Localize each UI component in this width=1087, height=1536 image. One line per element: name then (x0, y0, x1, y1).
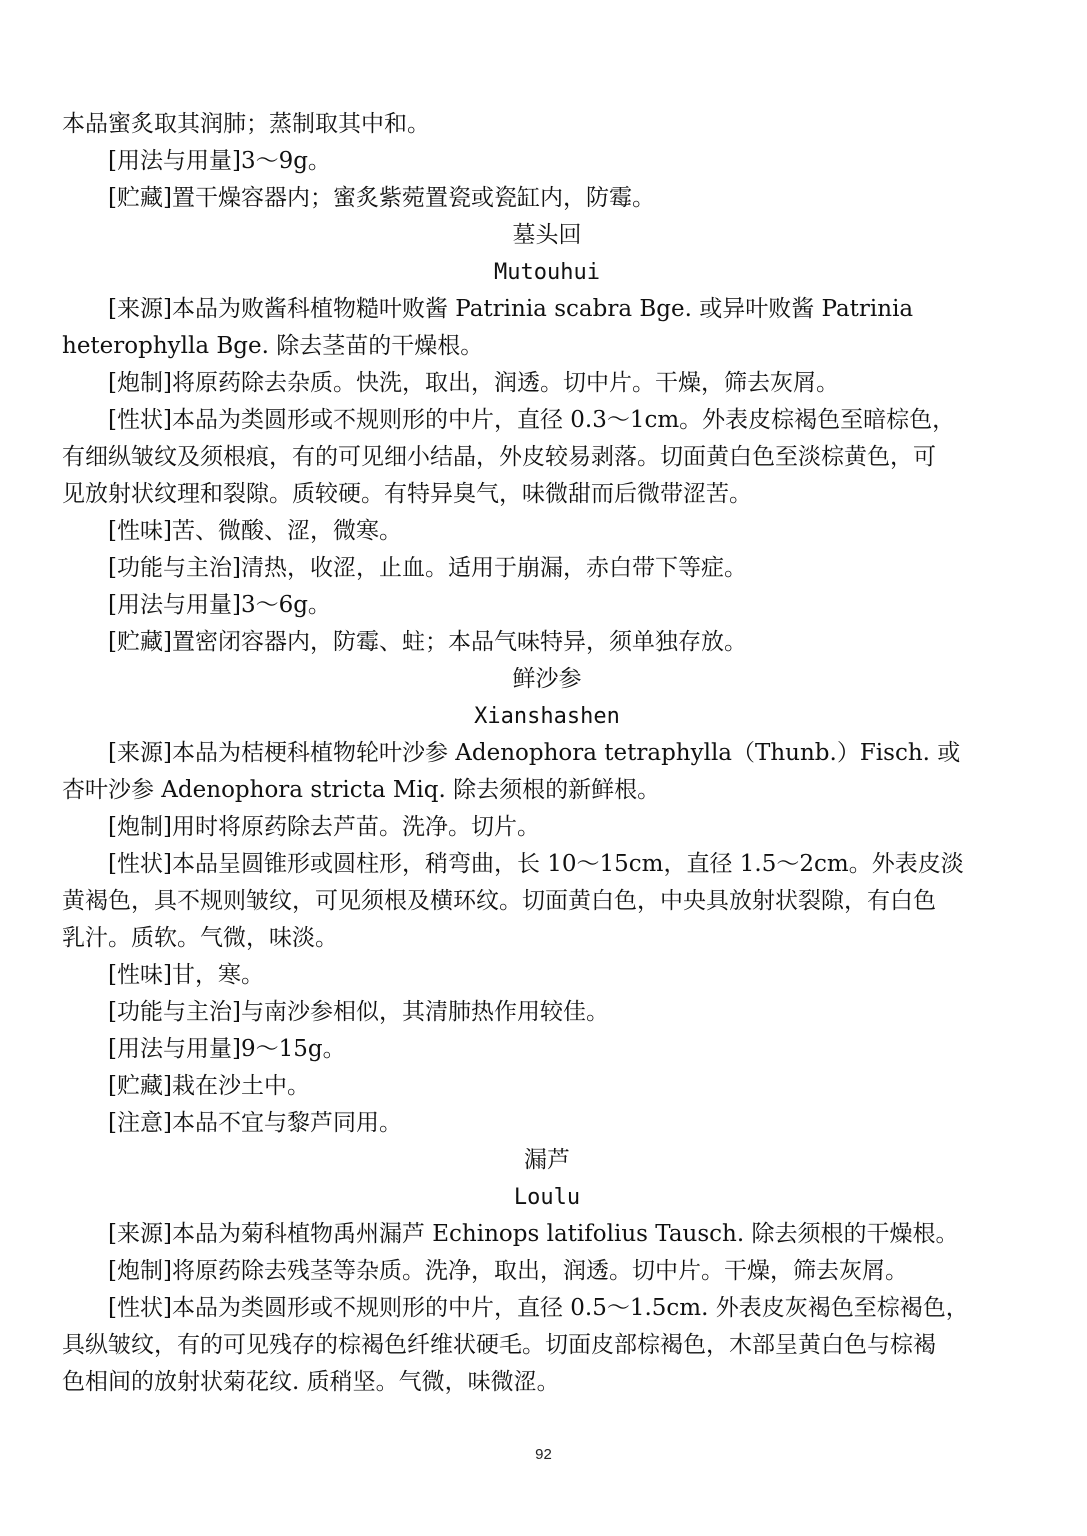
entry-pinyin: Xianshashen (474, 704, 620, 729)
text-line: 见放射状纹理和裂隙。质较硬。有特异臭气，味微甜而后微带涩苦。 (62, 481, 752, 507)
document-body (62, 106, 1032, 1401)
paragraph-line: [用法与用量]3～9g。 (108, 148, 331, 174)
paragraph-line: [注意]本品不宜与黎芦同用。 (108, 1110, 402, 1136)
entry-title: 漏芦 (524, 1147, 570, 1173)
paragraph-line: [性味]甘，寒。 (108, 962, 264, 988)
paragraph-line: [来源]本品为桔梗科植物轮叶沙参 Adenophora tetraphylla（Thunb.）Fisch. 或 (108, 740, 961, 766)
page-number: 92 (535, 1446, 552, 1463)
paragraph-line: [性状]本品为类圆形或不规则形的中片，直径 0.3～1cm。外表皮棕褐色至暗棕色， (108, 407, 956, 433)
paragraph-line: [来源]本品为败酱科植物糙叶败酱 Patrinia scabra Bge. 或异叶败酱 Patrinia (108, 296, 914, 322)
paragraph-line: [用法与用量]9～15g。 (108, 1036, 346, 1062)
paragraph-line: [贮藏]置密闭容器内，防霉、蛀；本品气味特异，须单独存放。 (108, 629, 747, 655)
paragraph-line: [功能与主治]清热，收涩，止血。适用于崩漏，赤白带下等症。 (108, 555, 747, 581)
paragraph-line: [贮藏]栽在沙土中。 (108, 1073, 310, 1099)
paragraph-line: [用法与用量]3～6g。 (108, 592, 331, 618)
paragraph-line: [炮制]将原药除去杂质。快洗，取出，润透。切中片。干燥，筛去灰屑。 (108, 370, 839, 396)
entry-title: 墓头回 (512, 222, 582, 248)
paragraph-line: [性味]苦、微酸、涩，微寒。 (108, 518, 402, 544)
entry-pinyin: Loulu (513, 1185, 581, 1210)
paragraph-line: [炮制]将原药除去残茎等杂质。洗净，取出，润透。切中片。干燥，筛去灰屑。 (108, 1258, 908, 1284)
text-line: 具纵皱纹，有的可见残存的棕褐色纤维状硬毛。切面皮部棕褐色，木部呈黄白色与棕褐 (62, 1332, 936, 1358)
entry-title: 鲜沙参 (512, 666, 582, 692)
text-line: 有细纵皱纹及须根痕，有的可见细小结晶，外皮较易剥落。切面黄白色至淡棕黄色，可 (62, 444, 936, 470)
paragraph-line: [性状]本品为类圆形或不规则形的中片，直径 0.5～1.5cm. 外表皮灰褐色至棕褐色， (108, 1295, 969, 1321)
paragraph-line: [贮藏]置干燥容器内；蜜炙紫菀置瓷或瓷缸内，防霉。 (108, 185, 655, 211)
entry-pinyin: Mutouhui (494, 260, 600, 285)
paragraph-line: [炮制]用时将原药除去芦苗。洗净。切片。 (108, 814, 540, 840)
paragraph-line: [来源]本品为菊科植物禹州漏芦 Echinops latifolius Tausch. 除去须根的干燥根。 (108, 1221, 959, 1247)
text-line: 色相间的放射状菊花纹. 质稍坚。气微，味微涩。 (62, 1369, 560, 1395)
text-line: 杏叶沙参 Adenophora stricta Miq. 除去须根的新鲜根。 (62, 777, 661, 803)
paragraph-line: [性状]本品呈圆锥形或圆柱形，稍弯曲，长 10～15cm，直径 1.5～2cm。外表皮淡 (108, 851, 964, 877)
text-line: 乳汁。质软。气微，味淡。 (62, 925, 338, 951)
paragraph-line: [功能与主治]与南沙参相似，其清肺热作用较佳。 (108, 999, 609, 1025)
text-line: 黄褐色，具不规则皱纹，可见须根及横环纹。切面黄白色，中央具放射状裂隙，有白色 (62, 888, 936, 914)
text-line: heterophylla Bge. 除去茎苗的干燥根。 (62, 333, 484, 359)
text-line: 本品蜜炙取其润肺；蒸制取其中和。 (62, 111, 430, 137)
